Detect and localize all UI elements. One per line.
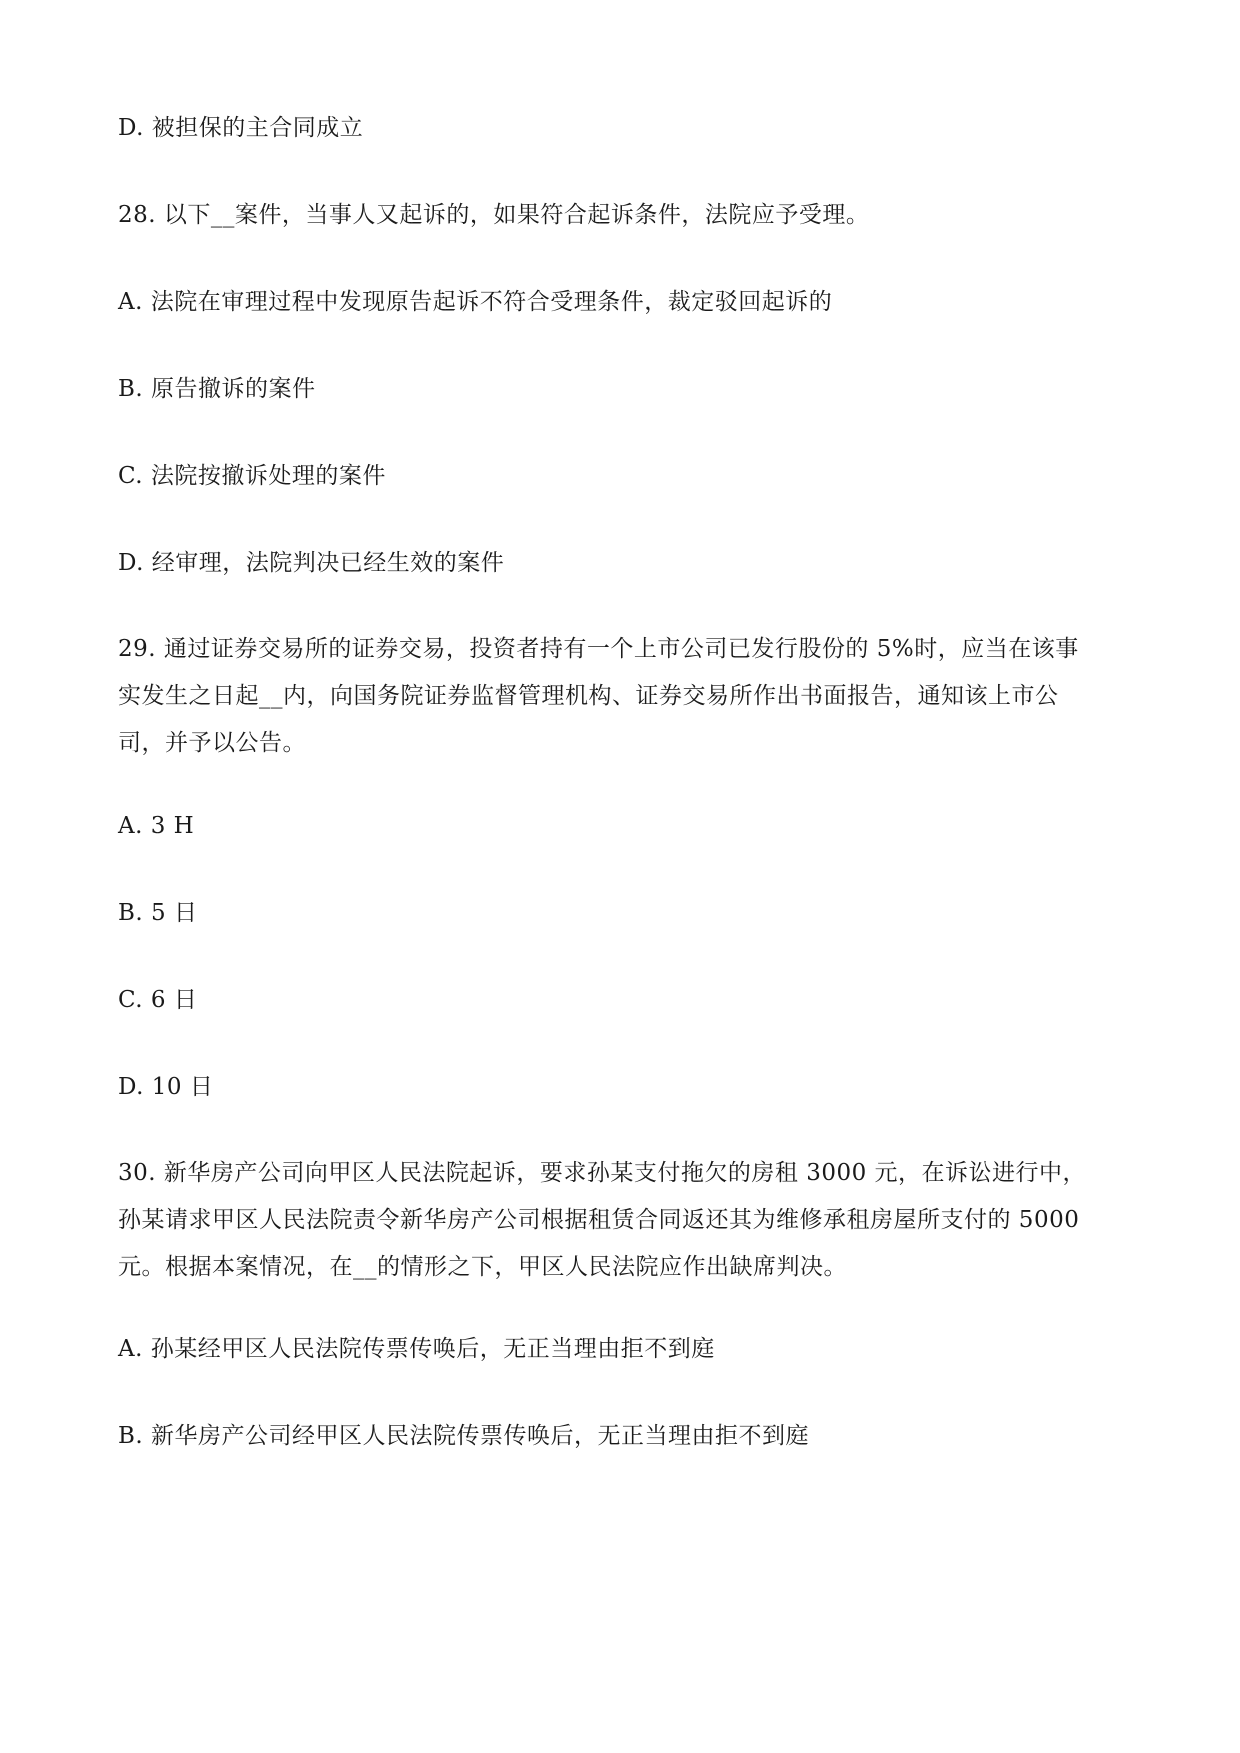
q28-option-b: B. 原告撤诉的案件	[118, 376, 316, 402]
q28-stem: 28. 以下__案件，当事人又起诉的，如果符合起诉条件，法院应予受理。	[118, 202, 870, 228]
q30-option-a: A. 孙某经甲区人民法院传票传唤后，无正当理由拒不到庭	[118, 1336, 715, 1362]
q28-option-c: C. 法院按撤诉处理的案件	[118, 463, 386, 489]
q29-stem-line: 实发生之日起__内，向国务院证券监督管理机构、证券交易所作出书面报告，通知该上市公	[118, 683, 1059, 709]
q28-option-d: D. 经审理，法院判决已经生效的案件	[118, 550, 505, 576]
q29-option-d: D. 10 日	[118, 1074, 214, 1100]
q29-option-c: C. 6 日	[118, 987, 198, 1013]
q27-option-d: D. 被担保的主合同成立	[118, 115, 364, 141]
q29-option-b: B. 5 日	[118, 900, 198, 926]
q29-stem-line: 司，并予以公告。	[118, 730, 306, 756]
q29-stem	[118, 626, 1128, 767]
q30-stem-line: 30. 新华房产公司向甲区人民法院起诉，要求孙某支付拖欠的房租 3000 元，在诉讼进行中，	[118, 1160, 1087, 1186]
q28-option-a: A. 法院在审理过程中发现原告起诉不符合受理条件，裁定驳回起诉的	[118, 289, 833, 315]
q29-stem-line: 29. 通过证券交易所的证券交易，投资者持有一个上市公司已发行股份的 5%时，应当在该事	[118, 636, 1079, 662]
q29-option-a: A. 3 H	[118, 813, 195, 839]
q30-stem-line: 孙某请求甲区人民法院责令新华房产公司根据租赁合同返还其为维修承租房屋所支付的 5000	[118, 1207, 1080, 1233]
q30-stem	[118, 1150, 1128, 1291]
q30-option-b: B. 新华房产公司经甲区人民法院传票传唤后，无正当理由拒不到庭	[118, 1423, 810, 1449]
q30-stem-line: 元。根据本案情况，在__的情形之下，甲区人民法院应作出缺席判决。	[118, 1254, 847, 1280]
